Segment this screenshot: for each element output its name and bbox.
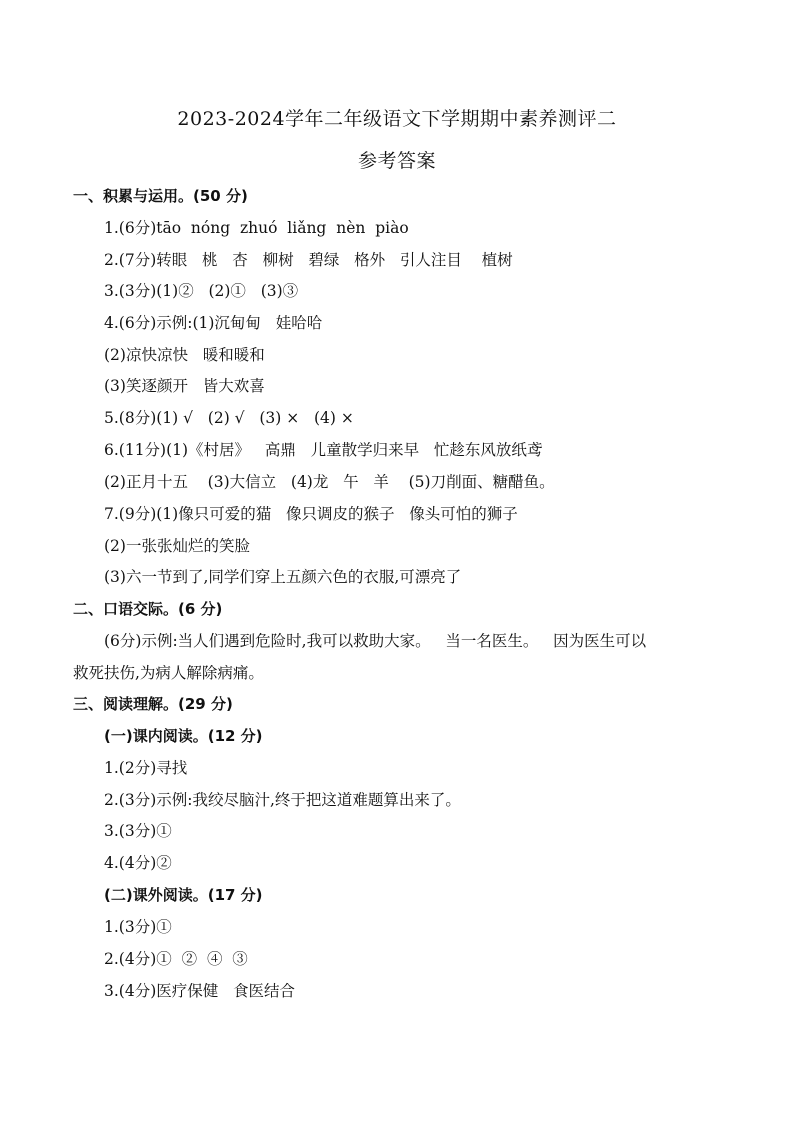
document-title: 2023-2024学年二年级语文下学期期中素养测评二 [177,108,617,130]
answer-line: 1.(6分)tāo nóng zhuó liǎng nèn piào [104,219,409,237]
answer-line: 3.(3分)① [104,822,172,840]
answer-line: (6分)示例:当人们遇到危险时,我可以救助大家。 当一名医生。 因为医生可以 [104,632,647,650]
answer-line: 6.(11分)(1)《村居》 高鼎 儿童散学归来早 忙趁东风放纸鸢 [104,441,543,459]
answer-line: 7.(9分)(1)像只可爱的猫 像只调皮的猴子 像头可怕的狮子 [104,505,518,523]
document-subtitle: 参考答案 [357,150,436,172]
answer-line: 2.(4分)① ② ④ ③ [104,950,248,968]
answer-line: (3)笑逐颜开 皆大欢喜 [104,377,265,395]
answer-line: 2.(7分)转眼 桃 杏 柳树 碧绿 格外 引人注目 植树 [104,251,513,269]
answer-line: 4.(4分)② [104,854,172,872]
answer-line: (2)凉快凉快 暖和暖和 [104,346,265,364]
section-heading-accumulation: 一、积累与运用。(50 分) [73,187,248,205]
answer-line: (3)六一节到了,同学们穿上五颜六色的衣服,可漂亮了 [104,568,462,586]
answer-line: 救死扶伤,为病人解除病痛。 [73,664,264,682]
answer-line: 4.(6分)示例:(1)沉甸甸 娃哈哈 [104,314,323,332]
answer-line: (2)正月十五 (3)大信立 (4)龙 午 羊 (5)刀削面、糖醋鱼。 [104,473,555,491]
section-heading-oral: 二、口语交际。(6 分) [73,600,223,618]
answer-line: 3.(4分)医疗保健 食医结合 [104,982,296,1000]
subsection-heading-extracurricular: (二)课外阅读。(17 分) [104,886,263,904]
answer-line: (2)一张张灿烂的笑脸 [104,537,250,555]
answer-line: 1.(3分)① [104,918,172,936]
answer-line: 5.(8分)(1) √ (2) √ (3) × (4) × [104,409,354,427]
subsection-heading-in-class: (一)课内阅读。(12 分) [104,727,263,745]
answer-line: 1.(2分)寻找 [104,759,188,777]
answer-line: 2.(3分)示例:我绞尽脑汁,终于把这道难题算出来了。 [104,791,461,809]
section-heading-reading: 三、阅读理解。(29 分) [73,695,233,713]
answer-line: 3.(3分)(1)② (2)① (3)③ [104,282,299,300]
